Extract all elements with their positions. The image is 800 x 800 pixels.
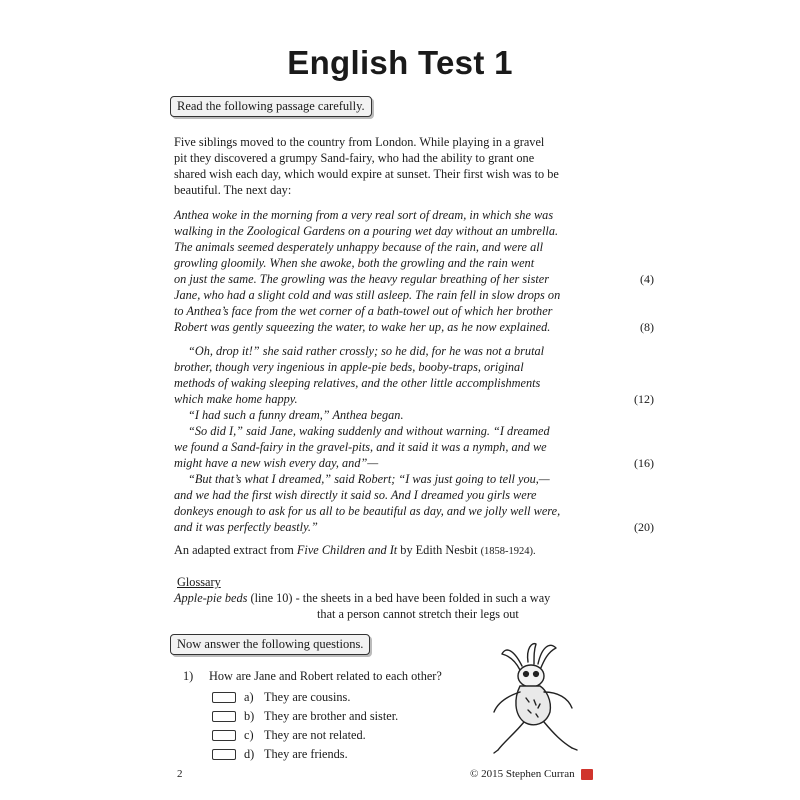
passage-line-text: “I had such a funny dream,” Anthea began. (188, 408, 404, 422)
page-title: English Test 1 (287, 44, 513, 81)
glossary-entry (174, 591, 550, 606)
option-b[interactable] (212, 707, 398, 726)
option-letter: b) (244, 709, 255, 723)
passage-line-text: and we had the first wish directly it said so. And I dreamed you girls were (174, 488, 537, 502)
passage-line-text: and it was perfectly beastly.” (174, 520, 318, 534)
passage-line-text: Robert was gently squeezing the water, to wake her up, as he now explained. (174, 320, 551, 334)
credit-years: (1858-1924). (480, 546, 536, 557)
intro-line: Five siblings moved to the country from London. While playing in a gravel (174, 135, 545, 149)
source-credit (174, 543, 536, 558)
publisher-logo-icon (581, 769, 593, 780)
option-text: They are not related. (264, 728, 366, 742)
passage-line (174, 359, 604, 375)
credit-author: by Edith Nesbit (397, 543, 481, 557)
line-number: (20) (634, 520, 654, 534)
option-a[interactable] (212, 688, 398, 707)
passage-line-text: “But that’s what I dreamed,” said Robert; “I was just going to tell you,— (188, 472, 550, 486)
passage-line-text: we found a Sand-fairy in the gravel-pits, and it said it was a nymph, and we (174, 440, 547, 454)
passage-line-text: on just the same. The growling was the heavy regular breathing of her sister (174, 272, 550, 286)
credit-book-title: Five Children and It (296, 543, 398, 557)
answer-checkbox[interactable] (212, 692, 236, 703)
passage-line (174, 439, 604, 455)
glossary-definition-cont: that a person cannot stretch their legs out (317, 607, 519, 621)
copyright-text: © 2015 Stephen Curran (470, 768, 575, 780)
passage-line (174, 303, 604, 319)
passage-line (174, 487, 604, 503)
passage-line (174, 391, 654, 407)
option-letter: c) (244, 728, 254, 742)
passage-line (174, 319, 654, 335)
intro-paragraph (174, 134, 604, 198)
intro-line: shared wish each day, which would expire at sunset. Their first wish was to be (174, 167, 559, 181)
answer-checkbox[interactable] (212, 711, 236, 722)
line-number: (12) (634, 392, 654, 406)
glossary-heading: Glossary (177, 575, 221, 589)
answer-checkbox[interactable] (212, 730, 236, 741)
intro-line: pit they discovered a grumpy Sand-fairy, who had the ability to grant one (174, 151, 535, 165)
line-number: (4) (640, 272, 654, 286)
question-text: How are Jane and Robert related to each other? (209, 669, 442, 683)
intro-line: beautiful. The next day: (174, 183, 292, 197)
instruction-read-box: Read the following passage carefully. (170, 96, 372, 117)
passage-line-text: which make home happy. (174, 392, 298, 406)
instruction-answer-box: Now answer the following questions. (170, 634, 370, 655)
passage-line-text: donkeys enough to ask for us all to be beautiful as day, and we jolly well were, (174, 504, 561, 518)
passage-line (174, 223, 604, 239)
passage-line-text: “Oh, drop it!” she said rather crossly; so he did, for he was not a brutal (188, 344, 545, 358)
passage-line (174, 287, 604, 303)
option-c[interactable] (212, 726, 398, 745)
passage-line (174, 407, 604, 423)
passage-line-text: growling gloomily. When she awoke, both the growling and the rain went (174, 256, 535, 270)
passage-line-text: walking in the Zoological Gardens on a pouring wet day without an umbrella. (174, 224, 559, 238)
passage-line (174, 207, 604, 223)
glossary-term: Apple-pie beds (174, 591, 248, 605)
option-text: They are brother and sister. (264, 709, 399, 723)
passage-line (174, 519, 654, 535)
passage-part-1 (174, 207, 654, 335)
passage-line (174, 423, 604, 439)
question-number: 1) (183, 669, 194, 683)
page-number: 2 (177, 768, 183, 780)
passage-line (174, 239, 604, 255)
passage-part-2 (174, 343, 654, 535)
line-number: (8) (640, 320, 654, 334)
passage-line (174, 471, 604, 487)
option-text: They are cousins. (264, 690, 351, 704)
option-d[interactable] (212, 745, 398, 764)
passage-line-text: brother, though very ingenious in apple-pie beds, booby-traps, original (174, 360, 524, 374)
passage-line-text: might have a new wish every day, and”— (174, 456, 379, 470)
passage-line-text: Jane, who had a slight cold and was still asleep. The rain fell in slow drops on (174, 288, 561, 302)
credit-prefix: An adapted extract from (174, 543, 297, 557)
passage-line-text: The animals seemed desperately unhappy because of the rain, and were all (174, 240, 544, 254)
passage-line-text: methods of waking sleeping relatives, and the other little accomplishments (174, 376, 541, 390)
answer-checkbox[interactable] (212, 749, 236, 760)
passage-line (174, 455, 654, 471)
passage-line (174, 343, 604, 359)
passage-line (174, 271, 654, 287)
option-letter: a) (244, 690, 254, 704)
option-text: They are friends. (264, 747, 348, 761)
passage-line (174, 375, 604, 391)
copyright-footer (470, 768, 593, 780)
glossary-definition: (line 10) - the sheets in a bed have been folded in such a way (247, 591, 551, 605)
question-1 (183, 669, 442, 684)
option-letter: d) (244, 747, 255, 761)
answer-options (212, 688, 398, 764)
sand-fairy-illustration (484, 638, 584, 756)
passage-line-text: “So did I,” said Jane, waking suddenly and without warning. “I dreamed (188, 424, 550, 438)
passage-line (174, 255, 604, 271)
line-number: (16) (634, 456, 654, 470)
passage-line (174, 503, 604, 519)
passage-line-text: Anthea woke in the morning from a very real sort of dream, in which she was (174, 208, 554, 222)
passage-line-text: to Anthea’s face from the wet corner of a bath-towel out of which her brother (174, 304, 553, 318)
